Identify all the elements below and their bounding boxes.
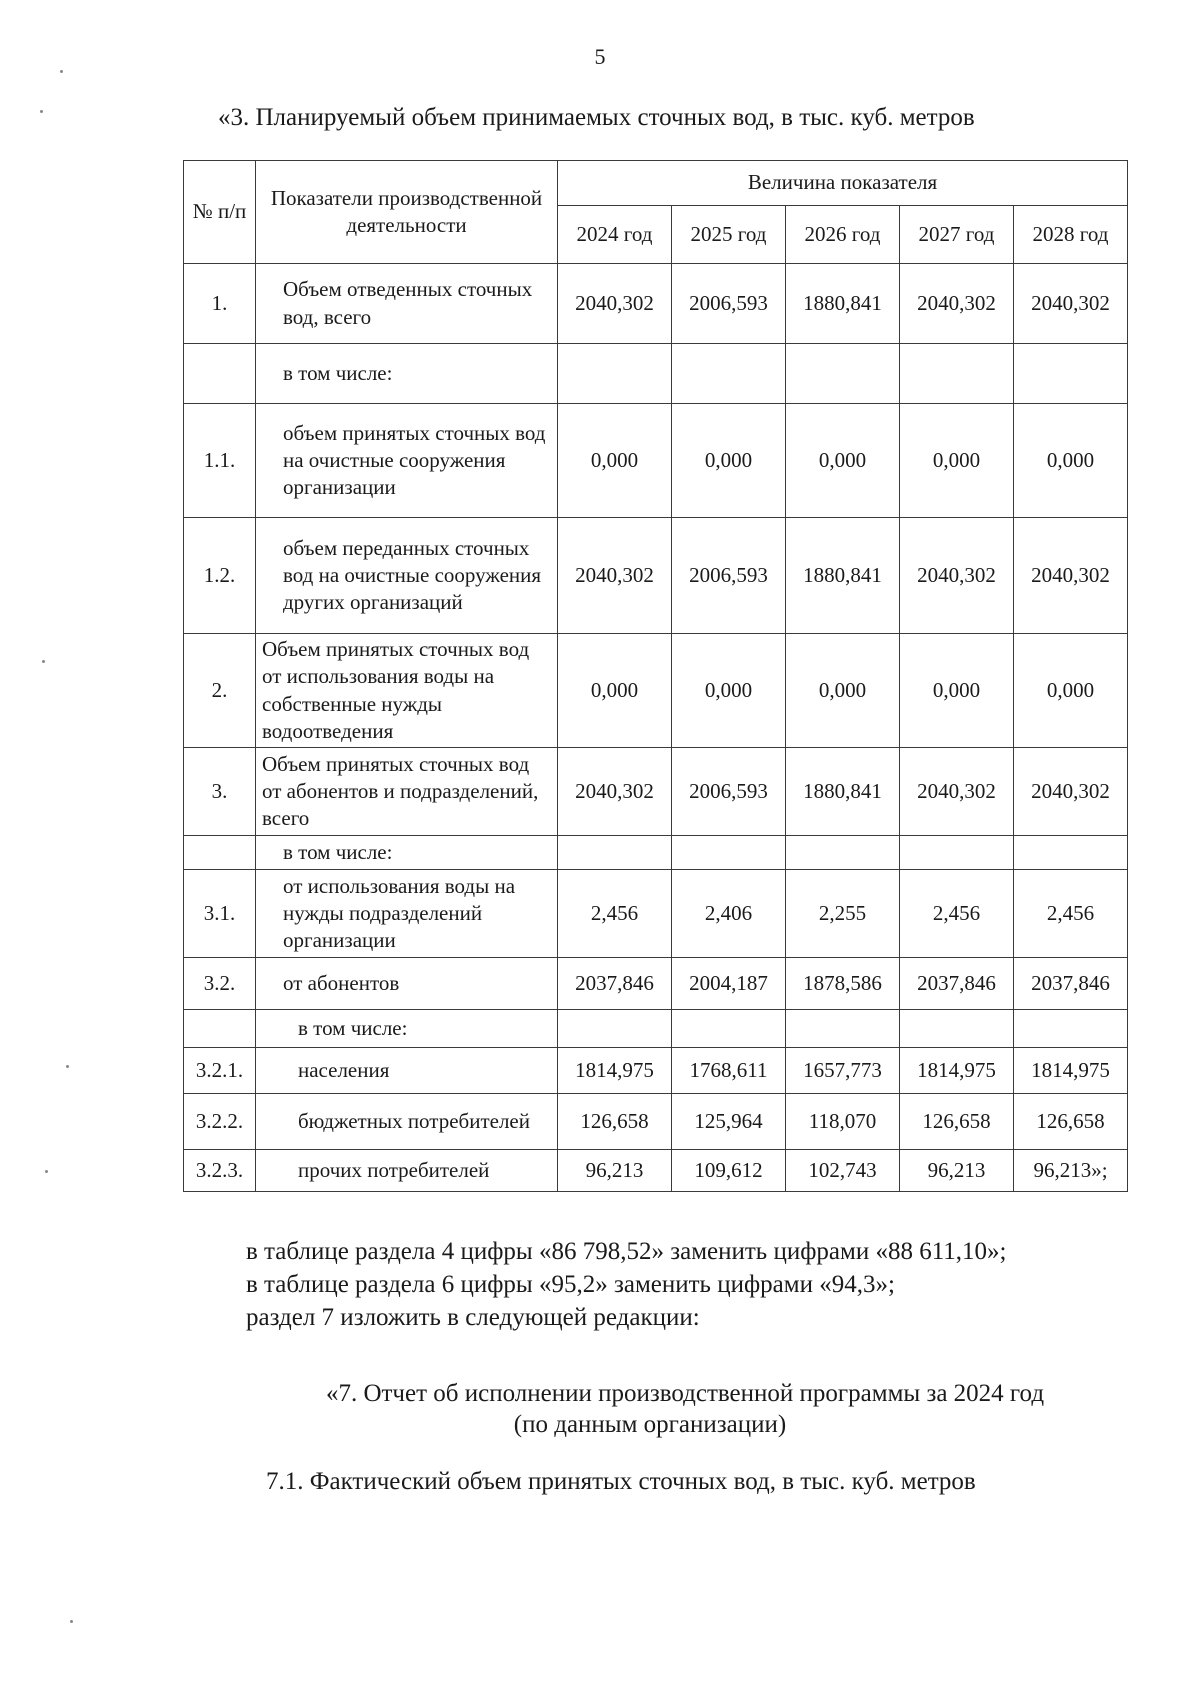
amendment-line: раздел 7 изложить в следующей редакции:: [246, 1304, 700, 1331]
table-row: [184, 1150, 1128, 1192]
row-indicator: в том числе:: [256, 1010, 558, 1048]
table-row: [184, 518, 1128, 634]
value-cell: [1014, 836, 1128, 870]
value-cell: 2040,302: [1014, 264, 1128, 344]
value-cell: 2004,187: [672, 958, 786, 1010]
value-cell: 0,000: [672, 404, 786, 518]
value-cell: 96,213: [900, 1150, 1014, 1192]
table-row: [184, 344, 1128, 404]
table-row: [184, 870, 1128, 958]
section-7-title-line: «7. Отчет об исполнении производственной программы за 2024 год: [325, 1380, 1045, 1407]
value-cell: [900, 1010, 1014, 1048]
table-row: [184, 748, 1128, 836]
value-cell: 96,213»;: [1014, 1150, 1128, 1192]
value-cell: 2037,846: [900, 958, 1014, 1010]
value-cell: [1014, 1010, 1128, 1048]
row-number: [184, 1010, 256, 1048]
value-cell: 0,000: [672, 634, 786, 748]
value-cell: 2040,302: [900, 518, 1014, 634]
table-row: [184, 1048, 1128, 1094]
value-cell: 2040,302: [558, 748, 672, 836]
value-cell: 1880,841: [786, 264, 900, 344]
row-indicator: бюджетных потребителей: [256, 1094, 558, 1150]
value-cell: 0,000: [558, 634, 672, 748]
row-number: 3.: [184, 748, 256, 836]
row-number: 3.1.: [184, 870, 256, 958]
header-year: 2026 год: [786, 206, 900, 264]
value-cell: 1768,611: [672, 1048, 786, 1094]
value-cell: 0,000: [786, 634, 900, 748]
table-row: [184, 1010, 1128, 1048]
value-cell: 1657,773: [786, 1048, 900, 1094]
row-number: 3.2.: [184, 958, 256, 1010]
value-cell: 1880,841: [786, 518, 900, 634]
row-indicator: объем принятых сточных вод на очистные сооружения организации: [256, 404, 558, 518]
header-year: 2024 год: [558, 206, 672, 264]
value-cell: 0,000: [1014, 634, 1128, 748]
row-indicator: Объем принятых сточных вод от абонентов и подразделений, всего: [256, 748, 558, 836]
value-cell: 102,743: [786, 1150, 900, 1192]
scan-speck: [45, 1170, 48, 1173]
row-indicator: прочих потребителей: [256, 1150, 558, 1192]
row-number: [184, 836, 256, 870]
value-cell: 1814,975: [1014, 1048, 1128, 1094]
table-row: [184, 1094, 1128, 1150]
value-cell: 0,000: [786, 404, 900, 518]
value-cell: 2040,302: [558, 518, 672, 634]
scan-speck: [42, 660, 45, 663]
value-cell: 2,456: [1014, 870, 1128, 958]
header-num: № п/п: [184, 161, 256, 264]
row-indicator: в том числе:: [256, 344, 558, 404]
value-cell: 125,964: [672, 1094, 786, 1150]
row-indicator: в том числе:: [256, 836, 558, 870]
value-cell: 2,255: [786, 870, 900, 958]
value-cell: 0,000: [900, 404, 1014, 518]
value-cell: 1880,841: [786, 748, 900, 836]
row-number: 3.2.3.: [184, 1150, 256, 1192]
value-cell: [786, 836, 900, 870]
value-cell: 0,000: [558, 404, 672, 518]
value-cell: 118,070: [786, 1094, 900, 1150]
value-cell: [672, 344, 786, 404]
table-row: [184, 836, 1128, 870]
value-cell: [900, 836, 1014, 870]
value-cell: [558, 836, 672, 870]
value-cell: [786, 344, 900, 404]
header-year: 2028 год: [1014, 206, 1128, 264]
page-number: 5: [594, 44, 606, 69]
table-header-row: [184, 161, 1128, 206]
value-cell: 2,406: [672, 870, 786, 958]
table-row: [184, 634, 1128, 748]
scan-speck: [40, 110, 43, 113]
value-cell: [786, 1010, 900, 1048]
row-number: [184, 344, 256, 404]
row-indicator: объем переданных сточных вод на очистные сооружения других организаций: [256, 518, 558, 634]
value-cell: 2,456: [900, 870, 1014, 958]
table-row: [184, 264, 1128, 344]
row-indicator: Объем отведенных сточных вод, всего: [256, 264, 558, 344]
value-cell: 2006,593: [672, 264, 786, 344]
header-indicator: Показатели производственной деятельности: [256, 161, 558, 264]
row-indicator: Объем принятых сточных вод от использования воды на собственные нужды водоотведения: [256, 634, 558, 748]
header-year: 2025 год: [672, 206, 786, 264]
scan-speck: [60, 70, 63, 73]
value-cell: 126,658: [900, 1094, 1014, 1150]
value-cell: 2040,302: [1014, 518, 1128, 634]
value-cell: 2006,593: [672, 748, 786, 836]
row-number: 3.2.1.: [184, 1048, 256, 1094]
value-cell: 2037,846: [558, 958, 672, 1010]
value-cell: 0,000: [1014, 404, 1128, 518]
value-cell: 0,000: [900, 634, 1014, 748]
row-indicator: от абонентов: [256, 958, 558, 1010]
wastewater-volume-table: [183, 160, 1128, 1192]
header-value-group: Величина показателя: [558, 161, 1128, 206]
value-cell: 2040,302: [558, 264, 672, 344]
value-cell: 2040,302: [900, 264, 1014, 344]
scan-speck: [66, 1065, 69, 1068]
table-row: [184, 404, 1128, 518]
section-title: «3. Планируемый объем принимаемых сточных вод, в тыс. куб. метров: [218, 104, 975, 131]
row-indicator: от использования воды на нужды подразделений организации: [256, 870, 558, 958]
row-number: 1.2.: [184, 518, 256, 634]
row-number: 2.: [184, 634, 256, 748]
amendment-line: в таблице раздела 4 цифры «86 798,52» заменить цифрами «88 611,10»;: [246, 1238, 1007, 1265]
value-cell: 2006,593: [672, 518, 786, 634]
value-cell: [900, 344, 1014, 404]
amendment-line: в таблице раздела 6 цифры «95,2» заменить цифрами «94,3»;: [246, 1271, 895, 1298]
subsection-7-1-title: 7.1. Фактический объем принятых сточных вод, в тыс. куб. метров: [266, 1468, 976, 1495]
value-cell: [672, 1010, 786, 1048]
value-cell: [672, 836, 786, 870]
section-7-title-line: (по данным организации): [513, 1411, 787, 1439]
value-cell: 2,456: [558, 870, 672, 958]
value-cell: 109,612: [672, 1150, 786, 1192]
table-row: [184, 958, 1128, 1010]
value-cell: 2040,302: [1014, 748, 1128, 836]
value-cell: 1878,586: [786, 958, 900, 1010]
value-cell: [1014, 344, 1128, 404]
row-number: 1.: [184, 264, 256, 344]
header-year: 2027 год: [900, 206, 1014, 264]
value-cell: 2040,302: [900, 748, 1014, 836]
value-cell: 126,658: [558, 1094, 672, 1150]
section-7-title: [200, 1378, 1100, 1441]
value-cell: [558, 1010, 672, 1048]
value-cell: 126,658: [1014, 1094, 1128, 1150]
value-cell: 2037,846: [1014, 958, 1128, 1010]
scan-speck: [70, 1620, 73, 1623]
row-number: 1.1.: [184, 404, 256, 518]
row-number: 3.2.2.: [184, 1094, 256, 1150]
value-cell: 1814,975: [558, 1048, 672, 1094]
row-indicator: населения: [256, 1048, 558, 1094]
value-cell: 1814,975: [900, 1048, 1014, 1094]
value-cell: 96,213: [558, 1150, 672, 1192]
value-cell: [558, 344, 672, 404]
